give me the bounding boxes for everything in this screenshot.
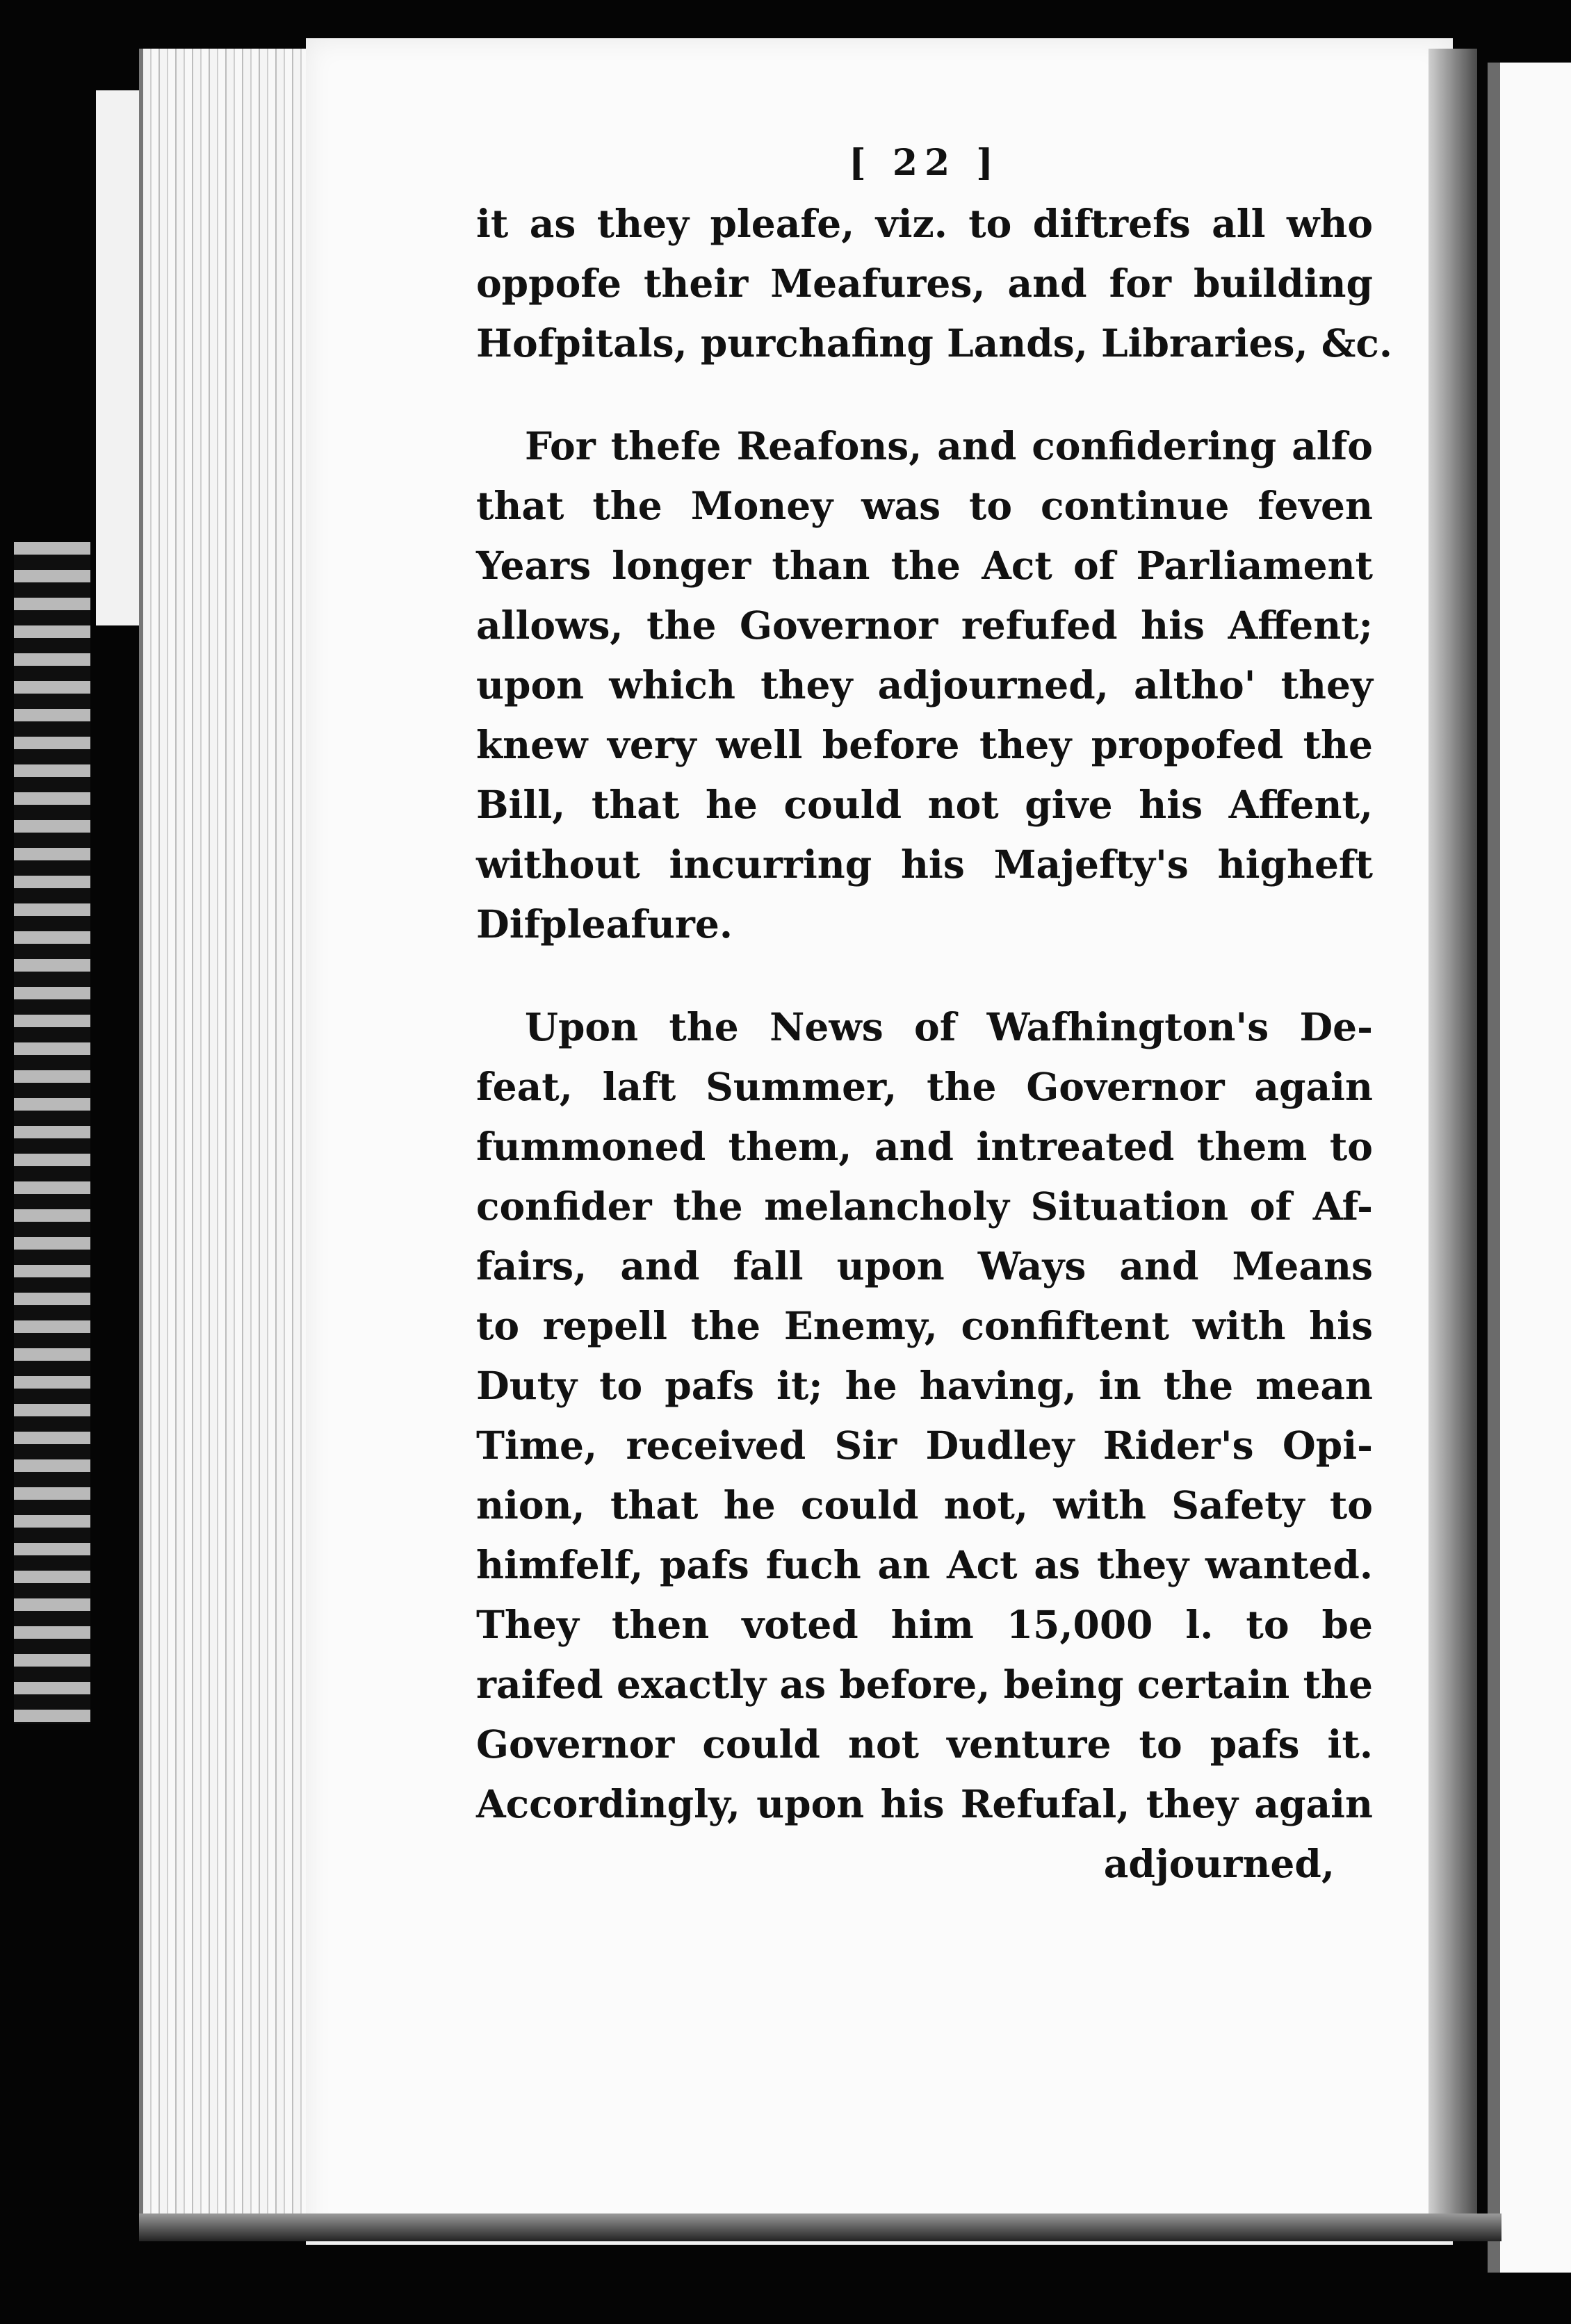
- text-line: confider the melancholy Situation of Af-: [476, 1184, 1373, 1229]
- text-line: without incurring his Majefty's higheft: [476, 842, 1373, 887]
- text-line: Difpleafure.: [476, 901, 733, 947]
- text-line: knew very well before they propofed the: [476, 722, 1373, 767]
- text-line: fummoned them, and intreated them to: [476, 1124, 1373, 1169]
- paragraph-3: [476, 997, 1373, 1834]
- text-line: Duty to pafs it; he having, in the mean: [476, 1363, 1373, 1408]
- text-line: fairs, and fall upon Ways and Means: [476, 1243, 1373, 1288]
- paragraph-1: [476, 194, 1393, 373]
- text-line: For thefe Reafons, and confidering alfo: [525, 423, 1373, 468]
- text-line: that the Money was to continue feven: [476, 483, 1373, 528]
- text-line: himfelf, pafs fuch an Act as they wanted.: [476, 1542, 1373, 1587]
- text-line: raifed exactly as before, being certain the: [476, 1662, 1373, 1707]
- text-line: Time, received Sir Dudley Rider's Opi-: [476, 1423, 1373, 1468]
- text-line: Hofpitals, purchafing Lands, Libraries, &c.: [476, 320, 1393, 366]
- page-text-block: [476, 136, 1393, 1894]
- text-line: feat, laft Summer, the Governor again: [476, 1064, 1373, 1109]
- page-stack-edges: [139, 49, 317, 2217]
- text-line: Accordingly, upon his Refufal, they again: [476, 1781, 1373, 1826]
- text-line: Years longer than the Act of Parliament: [476, 543, 1373, 588]
- book-binding: [14, 542, 90, 1724]
- page-bottom-edge: [139, 2213, 1501, 2241]
- text-line: Bill, that he could not give his Affent,: [476, 782, 1373, 827]
- text-line: Upon the News of Wafhington's De-: [525, 1004, 1373, 1049]
- page-gutter-shadow: [1428, 49, 1477, 2238]
- text-line: nion, that he could not, with Safety to: [476, 1482, 1373, 1528]
- text-line: it as they pleafe, viz. to diftrefs all who: [476, 201, 1373, 246]
- paragraph-2: [476, 416, 1373, 954]
- facing-page-edge: [1488, 63, 1571, 2273]
- text-line: They then voted him 15,000 l. to be: [476, 1602, 1373, 1647]
- text-line: oppofe their Meafures, and for building: [476, 261, 1373, 306]
- page-number: [ 22 ]: [849, 142, 1000, 184]
- text-line: to repell the Enemy, confiftent with his: [476, 1303, 1373, 1348]
- text-line: allows, the Governor refufed his Affent;: [476, 603, 1373, 648]
- text-line: upon which they adjourned, altho' they: [476, 662, 1373, 707]
- catchword: adjourned,: [1103, 1841, 1335, 1886]
- text-line: Governor could not venture to pafs it.: [476, 1721, 1373, 1767]
